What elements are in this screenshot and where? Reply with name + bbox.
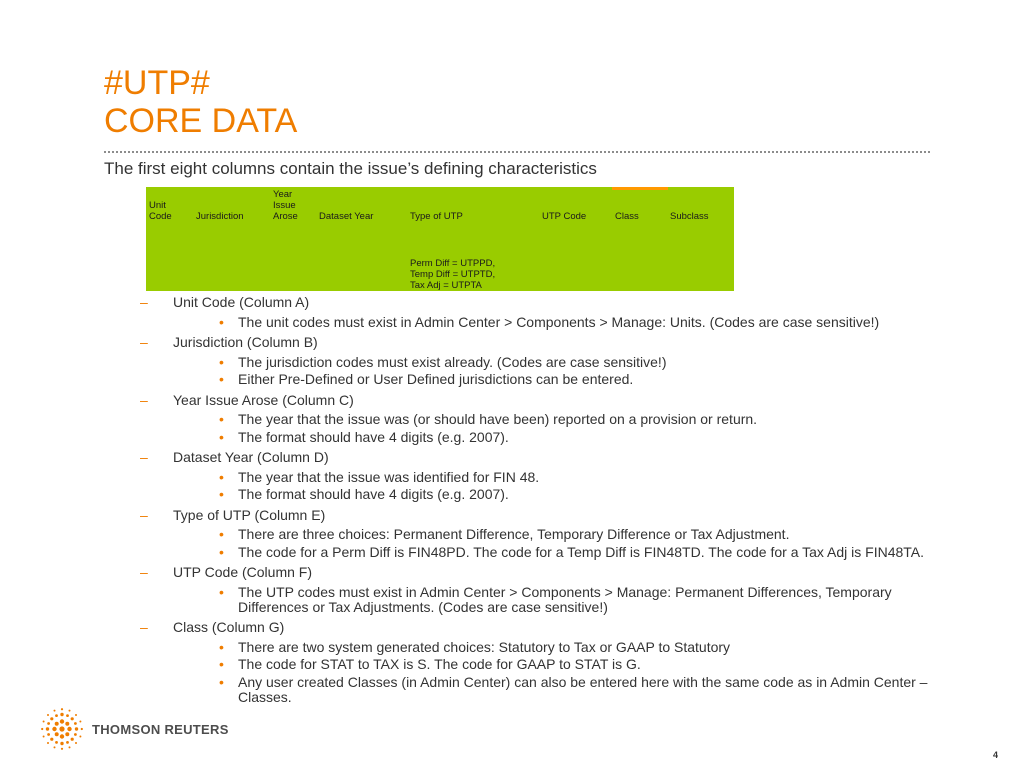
column-header-jurisdiction: Jurisdiction — [196, 211, 244, 222]
outline-item-class — [140, 617, 960, 705]
outline-bullet — [173, 487, 960, 502]
outline-bullet — [173, 412, 960, 427]
bullet-text: The format should have 4 digits (e.g. 2007). — [238, 428, 509, 445]
outline-item-dataset-year — [140, 447, 960, 502]
column-header-subclass: Subclass — [670, 211, 709, 222]
logo-wordmark: THOMSON REUTERS — [92, 721, 229, 737]
outline-heading: Unit Code (Column A) — [173, 294, 310, 310]
bullet-text: The unit codes must exist in Admin Center > Components > Manage: Units. (Codes are case sensitive!) — [238, 313, 880, 330]
column-header-utp-code: UTP Code — [542, 211, 587, 222]
bullet-marker: • — [219, 543, 224, 560]
outline-heading: Jurisdiction (Column B) — [173, 334, 318, 350]
slide-subtitle: The first eight columns contain the issue’s defining characteristics — [104, 159, 597, 178]
type-of-utp-note-line: Temp Diff = UTPTD, — [410, 269, 496, 280]
column-descriptions-list — [140, 292, 960, 707]
bullet-text: The code for a Perm Diff is FIN48PD. The code for a Temp Diff is FIN48TD. The code for a Tax Adj is FIN48TA. — [238, 543, 925, 560]
outline-bullet — [173, 527, 960, 542]
outline-heading: Dataset Year (Column D) — [173, 449, 329, 465]
thomson-reuters-dot-sphere-icon — [40, 707, 84, 751]
dash-marker: – — [140, 334, 148, 350]
outline-item-year-issue-arose — [140, 390, 960, 445]
outline-heading: Type of UTP (Column E) — [173, 506, 326, 523]
bullet-marker: • — [219, 486, 224, 502]
outline-bullet — [173, 545, 960, 560]
type-of-utp-note-line: Tax Adj = UTPTA — [410, 280, 482, 291]
outline-heading: Year Issue Arose (Column C) — [173, 391, 354, 408]
dash-marker: – — [140, 506, 148, 523]
column-header-dataset-year: Dataset Year — [319, 211, 374, 222]
bullet-marker: • — [219, 313, 224, 330]
bullet-marker: • — [219, 673, 224, 690]
thomson-reuters-logo — [40, 707, 229, 751]
outline-heading: Class (Column G) — [173, 619, 285, 635]
slide-title-line-1: #UTP# — [104, 64, 210, 102]
bullet-marker: • — [219, 411, 224, 427]
type-of-utp-note-line: Perm Diff = UTPPD, — [410, 258, 496, 269]
dash-marker: – — [140, 294, 148, 310]
title-divider — [104, 151, 930, 153]
bullet-text: There are three choices: Permanent Difference, Temporary Difference or Tax Adjustment. — [238, 526, 790, 542]
bullet-text: Either Pre-Defined or User Defined jurisdictions can be entered. — [238, 371, 634, 387]
outline-bullet — [173, 585, 960, 615]
bullet-marker: • — [219, 353, 224, 370]
bullet-marker: • — [219, 371, 224, 387]
type-of-utp-note — [410, 258, 495, 291]
bullet-text: The UTP codes must exist in Admin Center > Components > Manage: Permanent Differences, Temporary Differences or Tax Adjustments. (Codes are case sensitive!) — [238, 583, 892, 615]
bullet-text: The year that the issue was identified for FIN 48. — [238, 468, 540, 485]
outline-bullet — [173, 657, 960, 672]
outline-bullet — [173, 640, 960, 655]
column-header-class: Class — [615, 211, 639, 222]
slide-title — [104, 64, 297, 140]
outline-item-jurisdiction — [140, 332, 960, 387]
bullet-text: The code for STAT to TAX is S. The code for GAAP to STAT is G. — [238, 656, 641, 672]
outline-bullet — [173, 315, 960, 330]
dash-marker: – — [140, 564, 148, 580]
dash-marker: – — [140, 619, 148, 635]
column-header-unit-code: Unit Code — [149, 200, 172, 222]
outline-bullet — [173, 470, 960, 485]
outline-bullet — [173, 372, 960, 387]
bullet-marker: • — [219, 638, 224, 655]
bullet-text: The jurisdiction codes must exist already. (Codes are case sensitive!) — [238, 353, 667, 370]
bullet-marker: • — [219, 656, 224, 672]
bullet-marker: • — [219, 468, 224, 485]
bullet-text: There are two system generated choices: Statutory to Tax or GAAP to Statutory — [238, 638, 731, 655]
bullet-marker: • — [219, 526, 224, 542]
bullet-marker: • — [219, 583, 224, 600]
spreadsheet-header-image — [146, 187, 734, 291]
column-header-year-issue-arose: Year Issue Arose — [273, 189, 298, 222]
dash-marker: – — [140, 391, 148, 408]
outline-bullet — [173, 430, 960, 445]
bullet-text: The format should have 4 digits (e.g. 2007). — [238, 486, 509, 502]
outline-heading: UTP Code (Column F) — [173, 564, 313, 580]
cell-highlight-accent — [612, 187, 668, 190]
page-number: 4 — [993, 750, 999, 760]
column-header-type-of-utp: Type of UTP — [410, 211, 463, 222]
slide-title-line-2: CORE DATA — [104, 102, 298, 140]
outline-item-unit-code — [140, 292, 960, 330]
bullet-marker: • — [219, 428, 224, 445]
outline-item-utp-code — [140, 562, 960, 615]
outline-bullet — [173, 355, 960, 370]
outline-bullet — [173, 675, 960, 705]
bullet-text: The year that the issue was (or should have been) reported on a provision or return. — [238, 411, 758, 427]
outline-item-type-of-utp — [140, 505, 960, 560]
bullet-text: Any user created Classes (in Admin Center) can also be entered here with the same code as in Admin Center – Classes. — [238, 673, 928, 705]
dash-marker: – — [140, 449, 148, 465]
